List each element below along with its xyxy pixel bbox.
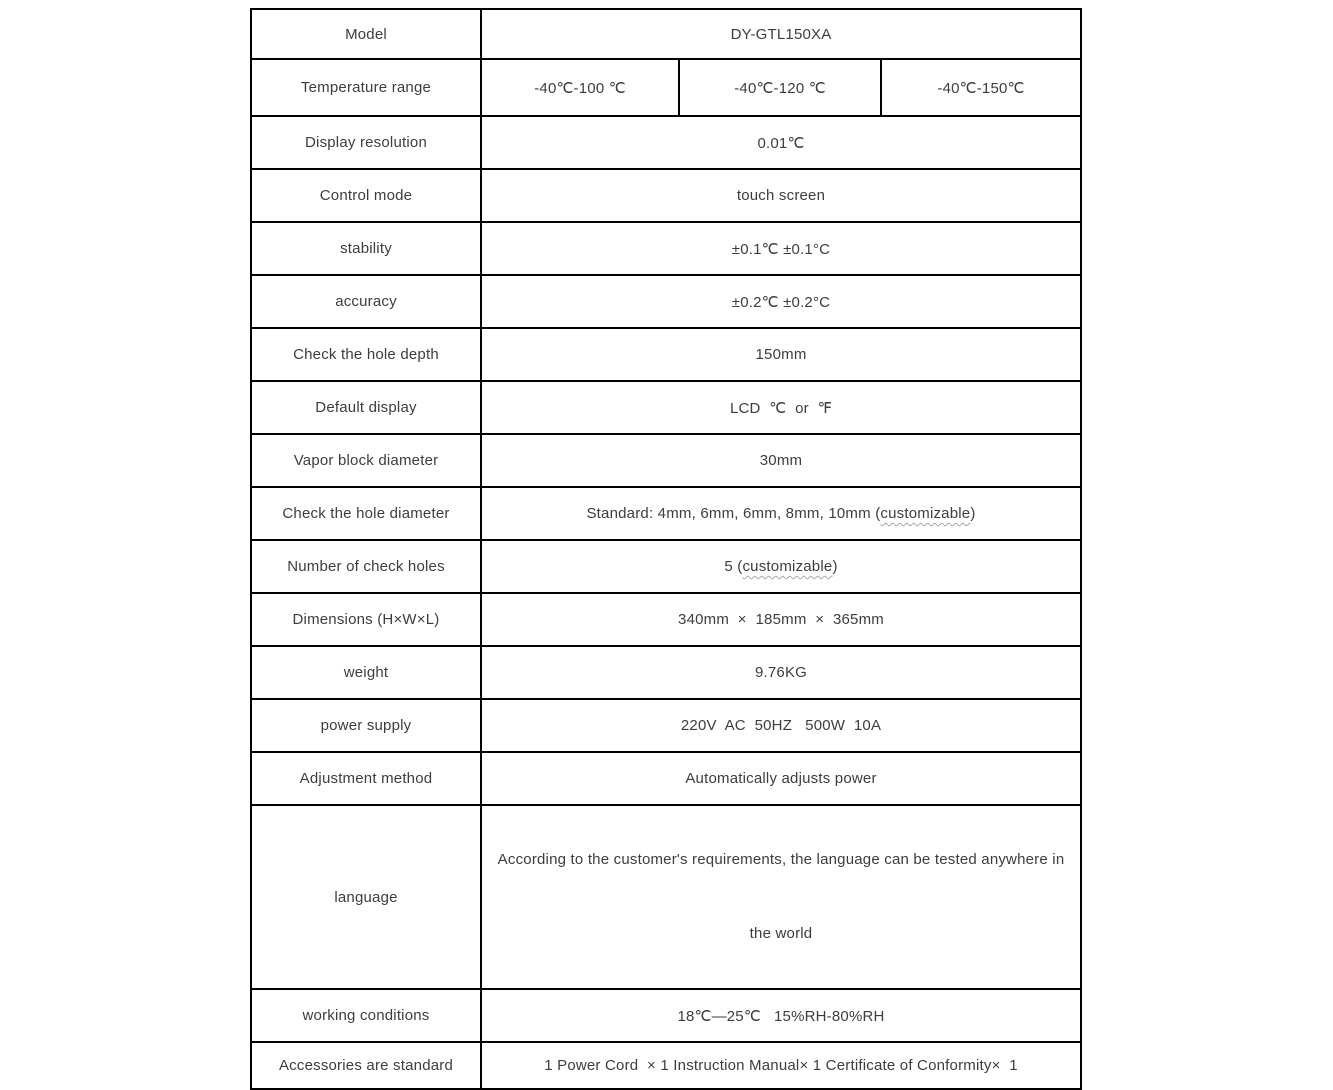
row-label: Temperature range [251, 59, 481, 116]
row-stability [251, 222, 1081, 275]
row-value: LCD ℃ or ℉ [481, 381, 1081, 434]
row-dimensions [251, 593, 1081, 646]
row-weight [251, 646, 1081, 699]
row-label: Accessories are standard [251, 1042, 481, 1089]
row-label: Number of check holes [251, 540, 481, 593]
temperature-range-value-2: -40℃-120 ℃ [679, 59, 881, 116]
row-display-resolution [251, 116, 1081, 169]
language-value-line-1: According to the customer's requirements, the language can be tested anywhere in [497, 851, 1065, 868]
spellcheck-flagged-word: customizable [880, 505, 971, 522]
row-label: Dimensions (H×W×L) [251, 593, 481, 646]
row-label: Control mode [251, 169, 481, 222]
row-label: Adjustment method [251, 752, 481, 805]
row-number-of-check-holes [251, 540, 1081, 593]
row-value: touch screen [481, 169, 1081, 222]
language-value-line-2: the world [749, 925, 813, 942]
row-label: stability [251, 222, 481, 275]
row-check-hole-diameter [251, 487, 1081, 540]
row-language [251, 805, 1081, 989]
row-value [481, 487, 1081, 540]
row-value: ±0.2℃ ±0.2°C [481, 275, 1081, 328]
row-value: 9.76KG [481, 646, 1081, 699]
row-label: Display resolution [251, 116, 481, 169]
row-label: Vapor block diameter [251, 434, 481, 487]
row-working-conditions [251, 989, 1081, 1042]
row-value: 30mm [481, 434, 1081, 487]
row-control-mode [251, 169, 1081, 222]
row-label: Check the hole diameter [251, 487, 481, 540]
row-default-display [251, 381, 1081, 434]
row-model [251, 9, 1081, 59]
value-prefix: 5 ( [724, 558, 743, 575]
row-label: Check the hole depth [251, 328, 481, 381]
spellcheck-flagged-word: customizable [742, 558, 833, 575]
value-prefix: Standard: 4mm, 6mm, 6mm, 8mm, 10mm ( [586, 505, 881, 522]
row-adjustment-method [251, 752, 1081, 805]
row-label: Model [251, 9, 481, 59]
row-value: DY-GTL150XA [481, 9, 1081, 59]
row-label: Default display [251, 381, 481, 434]
row-value [481, 805, 1081, 989]
row-value: 340mm × 185mm × 365mm [481, 593, 1081, 646]
row-accessories [251, 1042, 1081, 1089]
row-value: 220V AC 50HZ 500W 10A [481, 699, 1081, 752]
row-temperature-range [251, 59, 1081, 116]
row-value [481, 540, 1081, 593]
row-label: weight [251, 646, 481, 699]
temperature-range-value-3: -40℃-150℃ [881, 59, 1081, 116]
row-accuracy [251, 275, 1081, 328]
value-suffix: ) [832, 558, 838, 575]
row-value: Automatically adjusts power [481, 752, 1081, 805]
row-check-hole-depth [251, 328, 1081, 381]
row-label: working conditions [251, 989, 481, 1042]
spec-table [250, 8, 1082, 1090]
row-label: power supply [251, 699, 481, 752]
row-label: accuracy [251, 275, 481, 328]
temperature-range-value-1: -40℃-100 ℃ [481, 59, 679, 116]
row-value: 18℃—25℃ 15%RH-80%RH [481, 989, 1081, 1042]
row-value: 0.01℃ [481, 116, 1081, 169]
row-value: ±0.1℃ ±0.1°C [481, 222, 1081, 275]
value-suffix: ) [970, 505, 976, 522]
row-value: 1 Power Cord × 1 Instruction Manual× 1 Certificate of Conformity× 1 [481, 1042, 1081, 1089]
row-label: language [251, 805, 481, 989]
row-value: 150mm [481, 328, 1081, 381]
row-vapor-block-diameter [251, 434, 1081, 487]
row-power-supply [251, 699, 1081, 752]
